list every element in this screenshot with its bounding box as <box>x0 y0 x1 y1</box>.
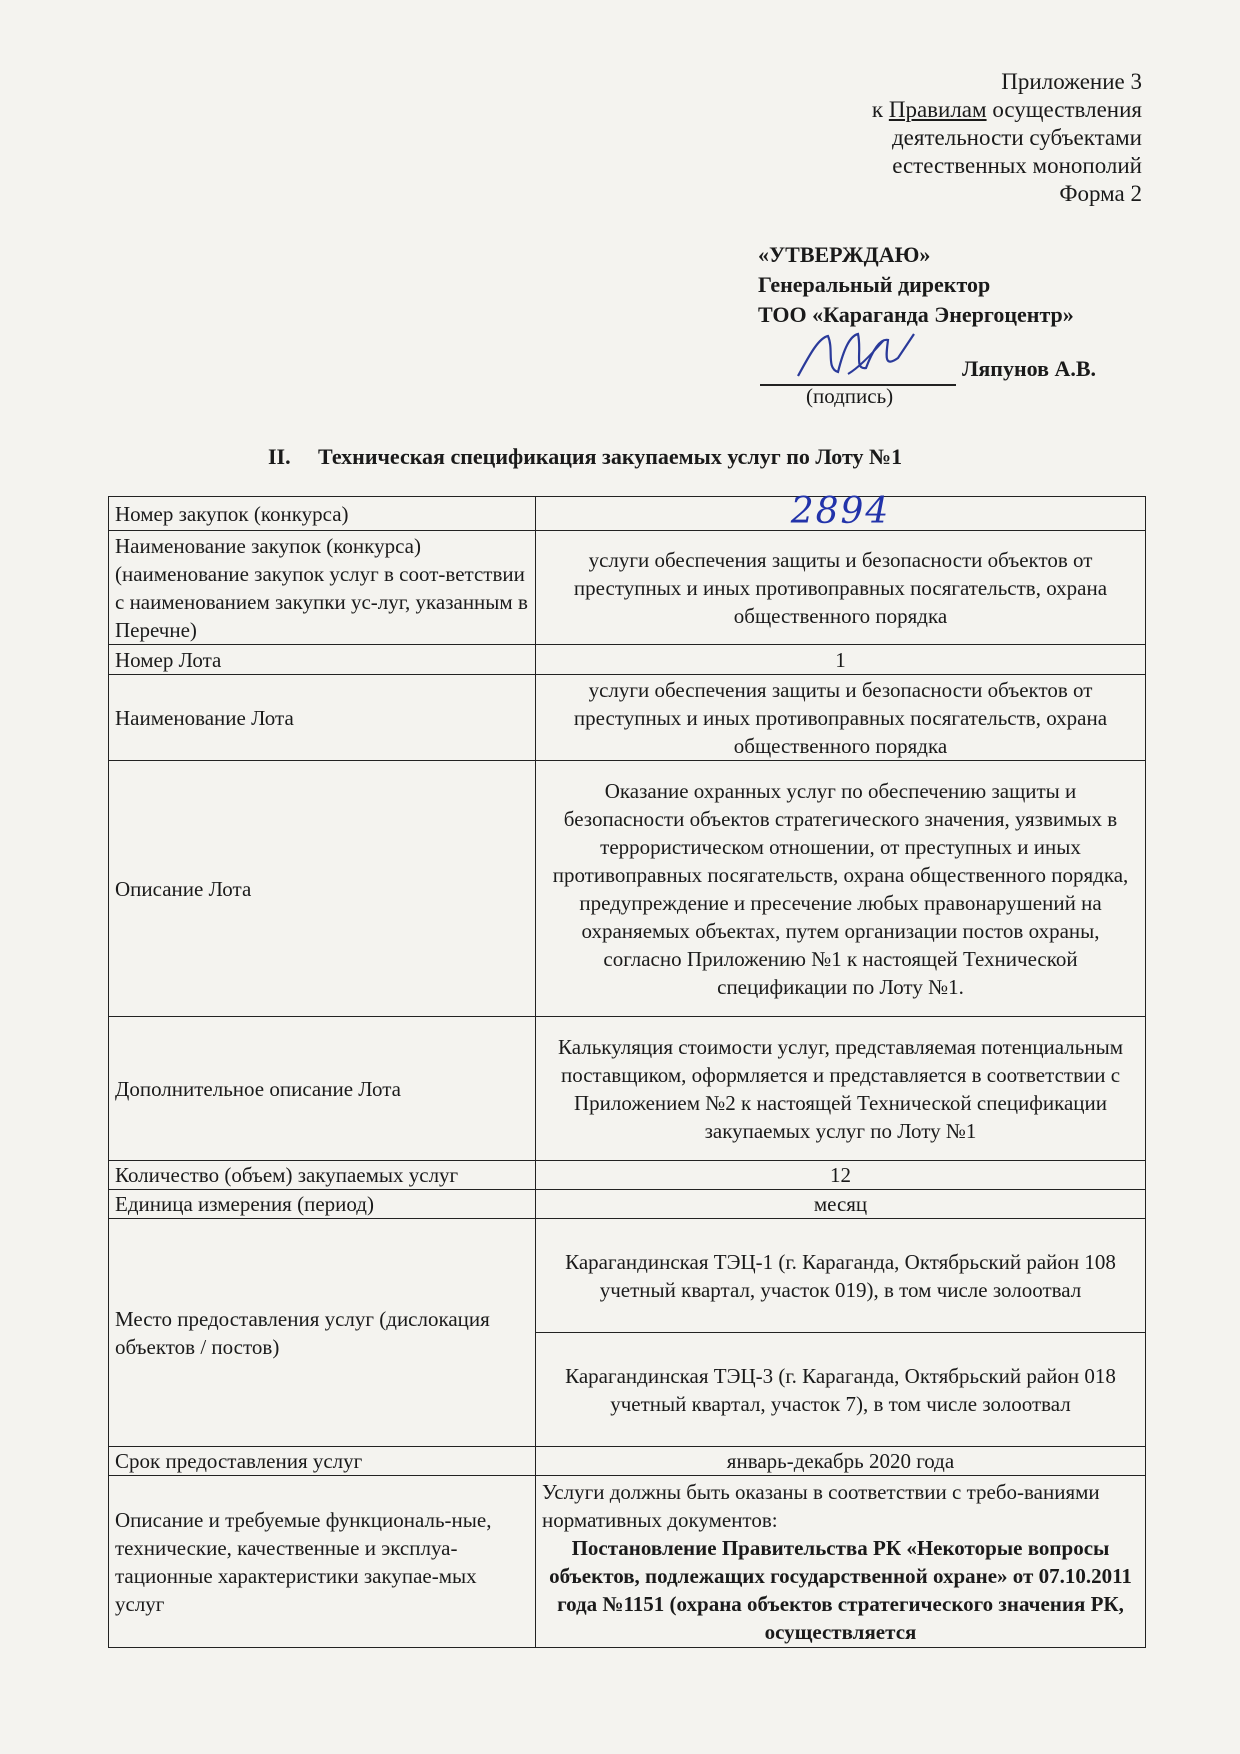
row-label: Наименование Лота <box>109 675 536 761</box>
section-title <box>268 444 902 470</box>
approval-company: ТОО «Караганда Энергоцентр» <box>758 302 1074 327</box>
approval-position: Генеральный директор <box>758 272 991 297</box>
row-value: Оказание охранных услуг по обеспечению защиты и безопасности объектов стратегического значения, уязвимых в террористическом отношении, от преступных и иных противоправных посягательств, охрана общественного порядка, предупреждение и пресечение любых правонарушений на охраняемых объектах, путем организации постов охраны, согласно Приложению №1 к настоящей Технической спецификации по Лоту №1. <box>536 761 1146 1017</box>
appendix-suffix: осуществления <box>986 97 1142 122</box>
approval-block <box>758 240 1074 330</box>
requirements-intro: Услуги должны быть оказаны в соответствии с требо-ваниями нормативных документов: <box>542 1480 1100 1532</box>
row-label: Наименование закупок (конкурса) (наименование закупок услуг в соот-ветствии с наименованием закупки ус-луг, указанным в Перечне) <box>109 531 536 645</box>
appendix-header <box>872 68 1142 208</box>
row-label: Номер закупок (конкурса) <box>109 497 536 531</box>
row-label: Срок предоставления услуг <box>109 1447 536 1476</box>
row-value: услуги обеспечения защиты и безопасности объектов от преступных и иных противоправных посягательств, охрана общественного порядка <box>536 531 1146 645</box>
table-row <box>109 761 1146 1017</box>
row-value: январь-декабрь 2020 года <box>536 1447 1146 1476</box>
table-row <box>109 1476 1146 1648</box>
row-label: Дополнительное описание Лота <box>109 1017 536 1161</box>
row-value: Калькуляция стоимости услуг, представляемая потенциальным поставщиком, оформляется и представляется в соответствии с Приложением №2 к настоящей Технической спецификации закупаемых услуг по Лоту №1 <box>536 1017 1146 1161</box>
table-row <box>109 531 1146 645</box>
row-label: Количество (объем) закупаемых услуг <box>109 1161 536 1190</box>
row-value: 1 <box>536 645 1146 675</box>
handwritten-signature-icon <box>788 328 928 388</box>
appendix-line-5: Форма 2 <box>1059 181 1142 206</box>
row-label: Описание Лота <box>109 761 536 1017</box>
signatory-name: Ляпунов А.В. <box>962 356 1097 381</box>
section-title-text: Техническая спецификация закупаемых услуг по Лоту №1 <box>318 444 903 469</box>
table-row <box>109 1161 1146 1190</box>
approval-heading: «УТВЕРЖДАЮ» <box>758 242 931 267</box>
row-label: Место предоставления услуг (дислокация объектов / постов) <box>109 1219 536 1447</box>
requirements-decree: Постановление Правительства РК «Некоторые вопросы объектов, подлежащих государственной охране» от 07.10.2011 года №1151 (охрана объектов стратегического значения РК, осуществляется <box>549 1536 1132 1644</box>
row-value <box>536 1476 1146 1648</box>
specification-table <box>108 491 1146 1648</box>
row-value: месяц <box>536 1190 1146 1219</box>
section-number: II. <box>268 444 291 469</box>
table-row <box>109 675 1146 761</box>
table-row <box>109 1447 1146 1476</box>
procurement-number-cell <box>536 491 1146 532</box>
appendix-line-4: естественных монополий <box>892 153 1142 178</box>
procurement-number-handwritten: 2894 <box>790 491 891 532</box>
table-row <box>109 1219 1146 1333</box>
row-label: Номер Лота <box>109 645 536 675</box>
signature-caption: (подпись) <box>806 384 894 408</box>
appendix-prefix: к <box>871 97 889 122</box>
appendix-line-1: Приложение 3 <box>1001 69 1142 94</box>
table-row <box>109 1017 1146 1161</box>
signature-line <box>758 344 1154 384</box>
row-label: Единица измерения (период) <box>109 1190 536 1219</box>
table-row <box>109 1190 1146 1219</box>
appendix-line-3: деятельности субъектами <box>891 125 1142 150</box>
row-value: услуги обеспечения защиты и безопасности объектов от преступных и иных противоправных посягательств, охрана общественного порядка <box>536 675 1146 761</box>
row-value: Карагандинская ТЭЦ-3 (г. Караганда, Октябрьский район 018 учетный квартал, участок 7), в том числе золоотвал <box>536 1333 1146 1447</box>
row-value: Карагандинская ТЭЦ-1 (г. Караганда, Октябрьский район 108 учетный квартал, участок 019), в том числе золоотвал <box>536 1219 1146 1333</box>
row-value: 12 <box>536 1161 1146 1190</box>
rules-link[interactable]: Правилам <box>888 97 987 122</box>
table-row <box>109 645 1146 675</box>
table-row <box>109 497 1146 531</box>
row-label: Описание и требуемые функциональ-ные, технические, качественные и эксплуа-тационные характеристики закупае-мых услуг <box>109 1476 536 1648</box>
appendix-line-2 <box>872 96 1142 124</box>
